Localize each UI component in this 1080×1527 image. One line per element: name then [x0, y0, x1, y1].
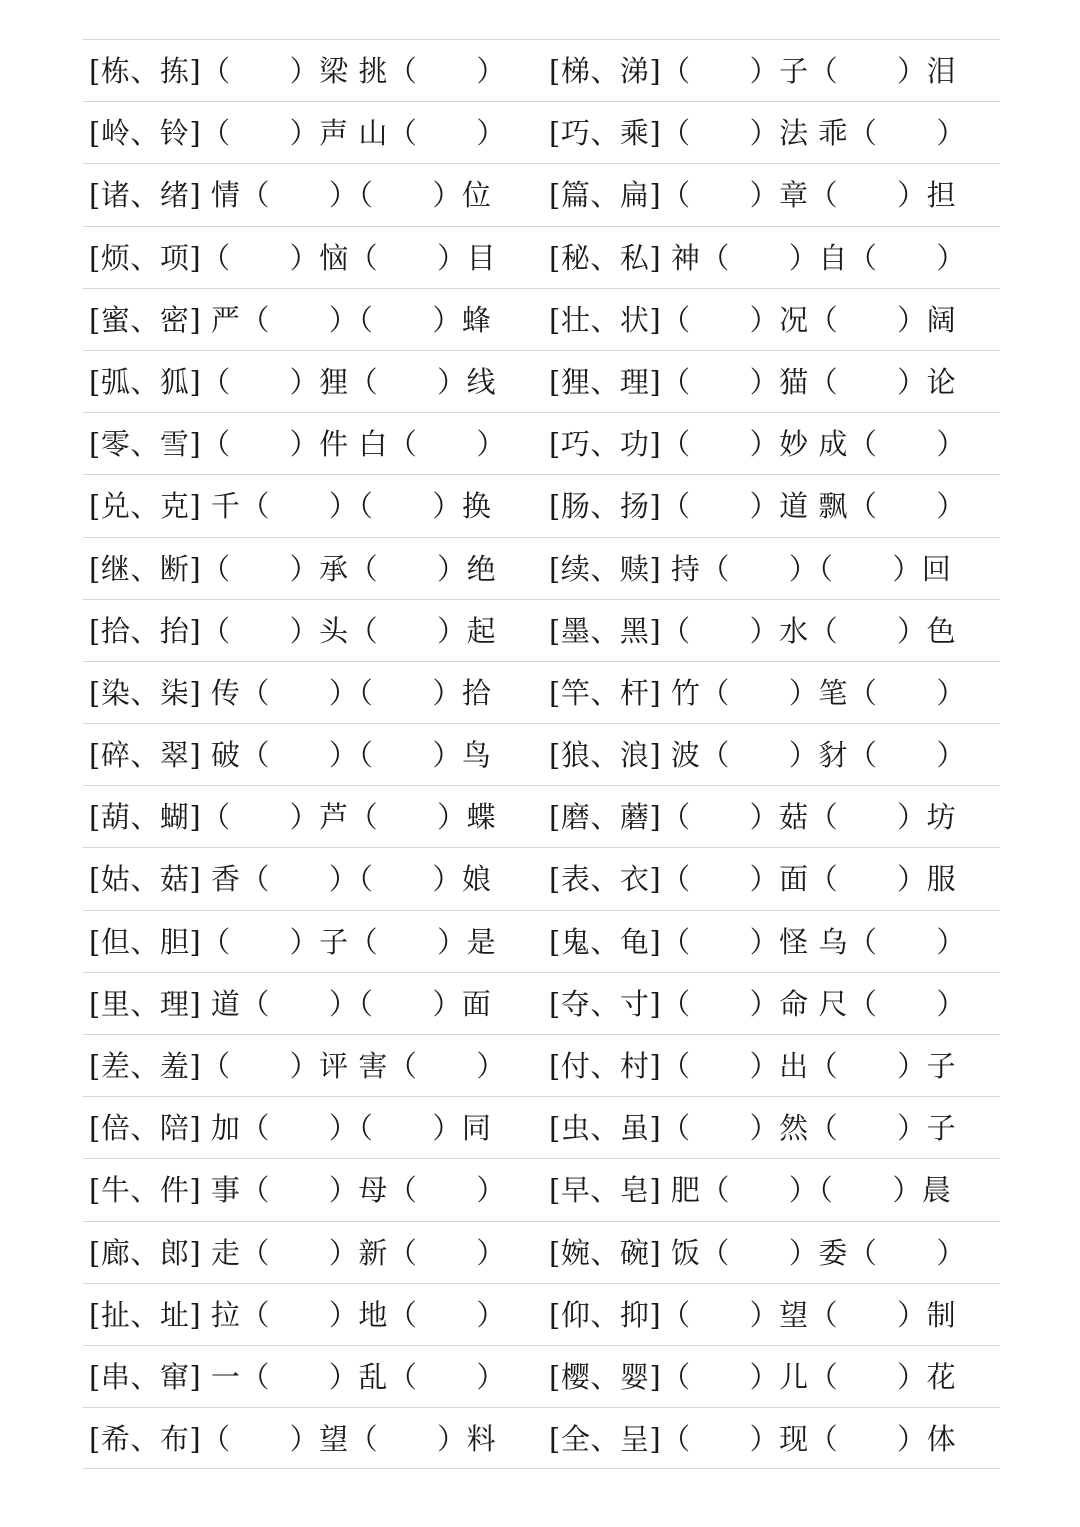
- exercise-right: [虫、虽]（ ）然（ ）子: [549, 1111, 957, 1146]
- exercise-row: [83, 1158, 1000, 1220]
- exercise-left: [染、柒] 传（ ）（ ）拾: [89, 675, 492, 710]
- exercise-row: [83, 847, 1000, 909]
- exercise-left: [兑、克] 千（ ）（ ）换: [89, 489, 492, 524]
- exercise-left: [岭、铃]（ ）声 山（ ）: [89, 116, 506, 151]
- exercise-right: [巧、功]（ ）妙 成（ ）: [549, 427, 966, 462]
- exercise-row: [83, 226, 1000, 288]
- exercise-row: [83, 474, 1000, 536]
- exercise-left: [葫、蝴]（ ）芦（ ）蝶: [89, 800, 497, 835]
- exercise-row: [83, 1283, 1000, 1345]
- exercise-left: [继、断]（ ）承（ ）绝: [89, 551, 497, 586]
- exercise-row: [83, 163, 1000, 225]
- exercise-left: [烦、项]（ ）恼（ ）目: [89, 240, 497, 275]
- exercise-row: [83, 1407, 1000, 1469]
- exercise-row: [83, 661, 1000, 723]
- exercise-left: [弧、狐]（ ）狸（ ）线: [89, 364, 497, 399]
- exercise-row: [83, 537, 1000, 599]
- exercise-right: [巧、乘]（ ）法 乖（ ）: [549, 116, 966, 151]
- exercise-right: [全、呈]（ ）现（ ）体: [549, 1422, 957, 1457]
- exercise-right: [壮、状]（ ）况（ ）阔: [549, 302, 957, 337]
- exercise-row: [83, 288, 1000, 350]
- exercise-left: [拾、抬]（ ）头（ ）起: [89, 613, 497, 648]
- exercise-right: [狸、理]（ ）猫（ ）论: [549, 364, 957, 399]
- exercise-left: [蜜、密] 严（ ）（ ）蜂: [89, 302, 492, 337]
- exercise-row: [83, 599, 1000, 661]
- exercise-row: [83, 1221, 1000, 1283]
- exercise-row: [83, 910, 1000, 972]
- exercise-right: [婉、碗] 饭（ ）委（ ）: [549, 1235, 966, 1270]
- exercise-right: [狼、浪] 波（ ）豺（ ）: [549, 738, 966, 773]
- exercise-row: [83, 1096, 1000, 1158]
- exercise-right: [樱、婴]（ ）儿（ ）花: [549, 1359, 957, 1394]
- exercise-left: [倍、陪] 加（ ）（ ）同: [89, 1111, 492, 1146]
- exercise-row: [83, 412, 1000, 474]
- exercise-right: [表、衣]（ ）面（ ）服: [549, 862, 957, 897]
- exercise-row: [83, 972, 1000, 1034]
- exercise-right: [鬼、龟]（ ）怪 乌（ ）: [549, 924, 966, 959]
- exercise-left: [栋、拣]（ ）梁 挑（ ）: [89, 54, 506, 88]
- exercise-row: [83, 350, 1000, 412]
- exercise-row: [83, 1345, 1000, 1407]
- exercise-row: [83, 101, 1000, 163]
- exercise-right: [夺、寸]（ ）命 尺（ ）: [549, 986, 966, 1021]
- exercise-sheet: [83, 39, 1000, 1469]
- exercise-left: [牛、件] 事（ ）母（ ）: [89, 1173, 506, 1208]
- exercise-left: [差、羞]（ ）评 害（ ）: [89, 1049, 506, 1083]
- exercise-left: [廊、郎] 走（ ）新（ ）: [89, 1235, 506, 1270]
- exercise-right: [梯、涕]（ ）子（ ）泪: [549, 54, 957, 88]
- exercise-left: [里、理] 道（ ）（ ）面: [89, 986, 492, 1021]
- exercise-right: [付、村]（ ）出（ ）子: [549, 1049, 957, 1083]
- exercise-right: [竿、杆] 竹（ ）笔（ ）: [549, 675, 966, 710]
- exercise-right: [秘、私] 神（ ）自（ ）: [549, 240, 966, 275]
- exercise-left: [但、胆]（ ）子（ ）是: [89, 924, 497, 959]
- exercise-row: [83, 39, 1000, 101]
- exercise-left: [扯、址] 拉（ ）地（ ）: [89, 1297, 506, 1332]
- exercise-left: [串、窜] 一（ ）乱（ ）: [89, 1359, 506, 1394]
- exercise-right: [磨、蘑]（ ）菇（ ）坊: [549, 800, 957, 835]
- exercise-left: [希、布]（ ）望（ ）料: [89, 1422, 497, 1457]
- exercise-row: [83, 785, 1000, 847]
- exercise-right: [墨、黑]（ ）水（ ）色: [549, 613, 957, 648]
- exercise-right: [续、赎] 持（ ）（ ）回: [549, 551, 952, 586]
- exercise-left: [姑、菇] 香（ ）（ ）娘: [89, 862, 492, 897]
- exercise-right: [肠、扬]（ ）道 飘（ ）: [549, 489, 966, 524]
- exercise-right: [早、皂] 肥（ ）（ ）晨: [549, 1173, 952, 1208]
- exercise-left: [零、雪]（ ）件 白（ ）: [89, 427, 506, 462]
- exercise-right: [篇、扁]（ ）章（ ）担: [549, 178, 957, 213]
- exercise-left: [碎、翠] 破（ ）（ ）鸟: [89, 738, 492, 773]
- exercise-row: [83, 723, 1000, 785]
- exercise-row: [83, 1034, 1000, 1096]
- exercise-left: [诸、绪] 情（ ）（ ）位: [89, 178, 492, 213]
- exercise-right: [仰、抑]（ ）望（ ）制: [549, 1297, 957, 1332]
